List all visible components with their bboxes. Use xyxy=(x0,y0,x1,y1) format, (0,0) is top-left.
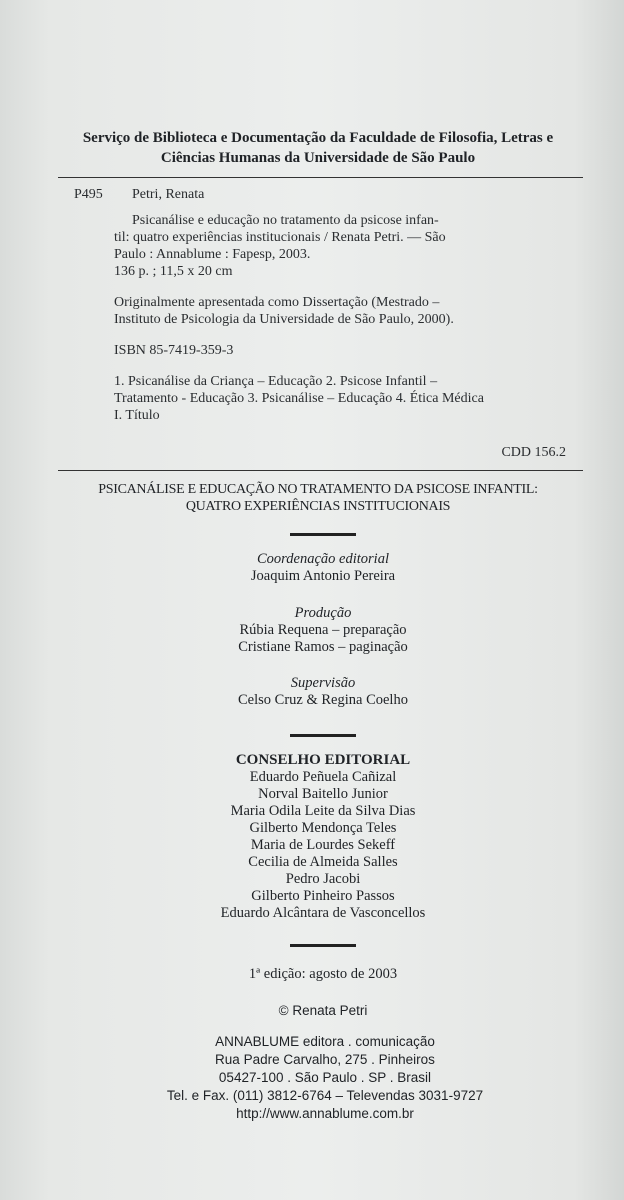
catalog-bottom-rule xyxy=(58,470,583,471)
catalog-cdd: CDD 156.2 xyxy=(501,445,566,460)
catalog-subject-line: I. Título xyxy=(114,408,160,423)
edition-info: 1ª edição: agosto de 2003 xyxy=(248,966,398,982)
council-member: Eduardo Peñuela Cañizal xyxy=(249,769,397,785)
catalog-code: P495 xyxy=(74,187,103,202)
catalog-isbn: ISBN 85-7419-359-3 xyxy=(114,343,234,358)
catalog-subject-line: Tratamento - Educação 3. Psicanálise – Educação 4. Ética Médica xyxy=(114,391,484,406)
production-name: Rúbia Requena – preparação xyxy=(239,622,407,638)
catalog-description-line: Psicanálise e educação no tratamento da psicose infan- xyxy=(132,213,439,228)
publisher-url: http://www.annablume.com.br xyxy=(236,1106,414,1121)
separator-bar xyxy=(290,734,356,737)
publisher-name: ANNABLUME editora . comunicação xyxy=(215,1034,435,1049)
publisher-info xyxy=(140,1033,510,1123)
coordination-credit xyxy=(158,551,488,585)
council-member: Cecilia de Almeida Salles xyxy=(248,854,398,870)
publisher-city: 05427-100 . São Paulo . SP . Brasil xyxy=(218,1070,432,1085)
catalog-description-line: Paulo : Annablume : Fapesp, 2003. xyxy=(114,247,311,262)
council-member: Gilberto Mendonça Teles xyxy=(249,820,397,836)
production-role: Produção xyxy=(294,605,352,621)
library-header xyxy=(58,128,578,168)
catalog-note-line: Instituto de Psicologia da Universidade de São Paulo, 2000). xyxy=(114,312,454,327)
book-title-line2: QUATRO EXPERIÊNCIAS INSTITUCIONAIS xyxy=(185,499,451,514)
separator-bar xyxy=(290,533,356,536)
copyright: © Renata Petri xyxy=(278,1003,368,1018)
catalog-top-rule xyxy=(58,177,583,178)
catalog-description-line: 136 p. ; 11,5 x 20 cm xyxy=(114,264,233,279)
library-header-line2: Ciências Humanas da Universidade de São Paulo xyxy=(160,150,476,166)
council-member: Eduardo Alcântara de Vasconcellos xyxy=(220,905,426,921)
coordination-role: Coordenação editorial xyxy=(257,551,389,567)
catalog-record xyxy=(114,212,534,424)
supervision-role: Supervisão xyxy=(290,675,356,691)
supervision-credit xyxy=(158,675,488,709)
catalog-subject-line: 1. Psicanálise da Criança – Educação 2. Psicose Infantil – xyxy=(114,374,438,389)
council-member: Maria de Lourdes Sekeff xyxy=(250,837,396,853)
catalog-note-line: Originalmente apresentada como Dissertação (Mestrado – xyxy=(114,295,440,310)
council-member: Pedro Jacobi xyxy=(285,871,361,887)
production-name: Cristiane Ramos – paginação xyxy=(238,639,408,655)
council-title: CONSELHO EDITORIAL xyxy=(235,752,411,768)
library-header-line1: Serviço de Biblioteca e Documentação da Faculdade de Filosofia, Letras e xyxy=(82,130,554,146)
publisher-address: Rua Padre Carvalho, 275 . Pinheiros xyxy=(215,1052,435,1067)
production-credit xyxy=(158,605,488,656)
publisher-phone: Tel. e Fax. (011) 3812-6764 – Televendas 3031-9727 xyxy=(166,1088,484,1103)
council-member: Gilberto Pinheiro Passos xyxy=(251,888,395,904)
book-title-line1: PSICANÁLISE E EDUCAÇÃO NO TRATAMENTO DA PSICOSE INFANTIL: xyxy=(98,482,538,497)
supervision-names: Celso Cruz & Regina Coelho xyxy=(238,692,408,708)
catalog-author: Petri, Renata xyxy=(132,187,205,202)
coordination-name: Joaquim Antonio Pereira xyxy=(250,568,396,584)
separator-bar xyxy=(290,944,356,947)
editorial-council xyxy=(158,752,488,922)
catalog-description-line: til: quatro experiências institucionais / Renata Petri. — São xyxy=(114,230,446,245)
book-title xyxy=(58,481,578,515)
council-member: Norval Baitello Junior xyxy=(258,786,388,802)
council-member: Maria Odila Leite da Silva Dias xyxy=(230,803,416,819)
